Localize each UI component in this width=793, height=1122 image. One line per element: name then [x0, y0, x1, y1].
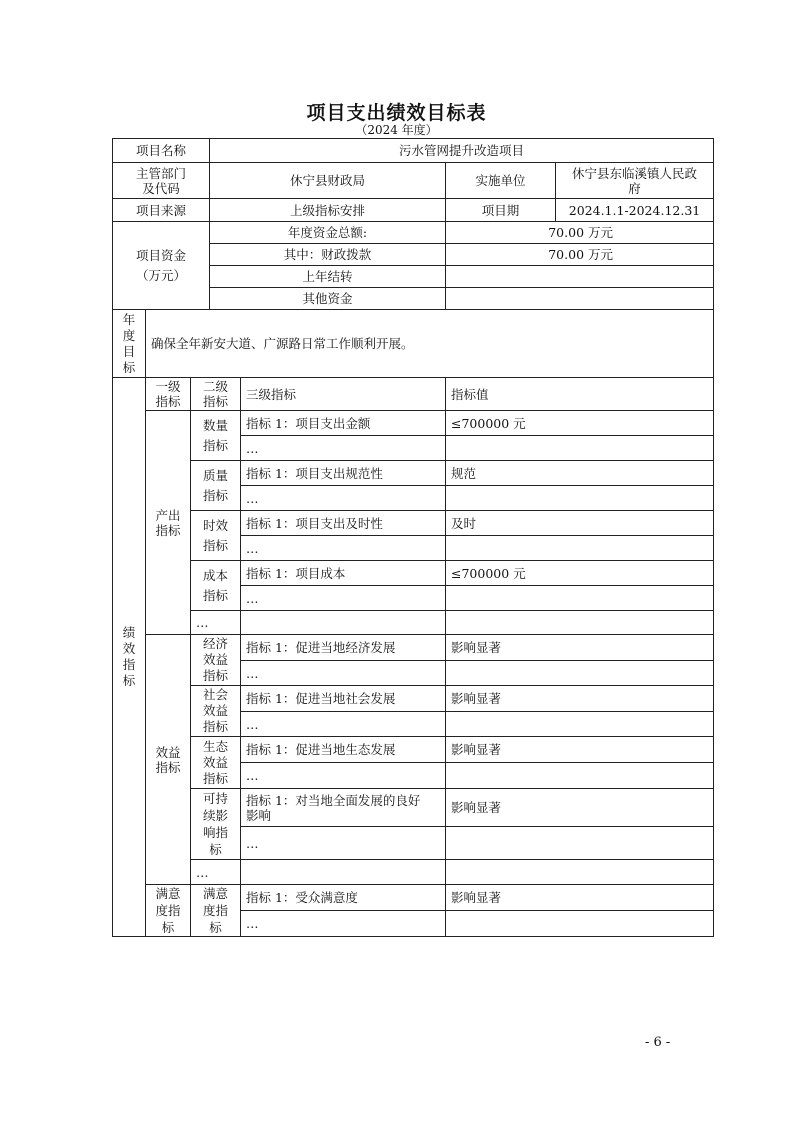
row-annual-goal [113, 310, 714, 378]
sustainability-indicator: 指标 1：对当地全面发展的良好 影响 [241, 789, 446, 827]
cost-indicator-label: 成本 指标 [191, 561, 241, 611]
perf-label: 绩 效 指 标 [113, 378, 146, 937]
row-funds-total [113, 222, 714, 244]
ellipsis-cell: … [241, 763, 446, 789]
table-row [113, 511, 714, 536]
satisfaction-indicator-label: 满意 度指 标 [146, 885, 191, 937]
row-perf-header [113, 378, 714, 411]
quality-indicator: 指标 1：项目支出规范性 [241, 461, 446, 486]
ellipsis-cell: … [241, 827, 446, 860]
output-indicator-label: 产出 指标 [146, 411, 191, 635]
empty-value-cell [446, 486, 714, 511]
quality-value: 规范 [446, 461, 714, 486]
empty-value-cell [446, 536, 714, 561]
level2-header: 二级 指标 [191, 378, 241, 411]
social-benefit-label: 社会 效益 指标 [191, 686, 241, 737]
ellipsis-cell: … [241, 536, 446, 561]
implementing-unit-value: 休宁县东临溪镇人民政 府 [556, 163, 714, 199]
department-value: 休宁县财政局 [210, 163, 446, 199]
empty-value-cell [446, 763, 714, 789]
social-value: 影响显著 [446, 686, 714, 712]
value-header: 指标值 [446, 378, 714, 411]
table-row [113, 635, 714, 661]
ecological-benefit-label: 生态 效益 指标 [191, 737, 241, 789]
period-value: 2024.1.1-2024.12.31 [556, 199, 714, 222]
funds-label: 项目资金 （万元） [113, 222, 210, 310]
table-row [113, 686, 714, 712]
ecological-indicator: 指标 1：促进当地生态发展 [241, 737, 446, 763]
economic-indicator: 指标 1：促进当地经济发展 [241, 635, 446, 661]
page-number: - 6 - [645, 1035, 671, 1050]
empty-value-cell [446, 712, 714, 737]
funds-carryover-value [446, 266, 714, 288]
row-source [113, 199, 714, 222]
satisfaction-indicator: 指标 1：受众满意度 [241, 885, 446, 911]
sustainability-value: 影响显著 [446, 789, 714, 827]
benefit-indicator-label: 效益 指标 [146, 635, 191, 885]
project-name-label: 项目名称 [113, 139, 210, 163]
department-label: 主管部门 及代码 [113, 163, 210, 199]
satisfaction-value: 影响显著 [446, 885, 714, 911]
table-row [113, 411, 714, 436]
page-title: 项目支出绩效目标表 [306, 102, 487, 124]
funds-fiscal-value: 70.00 万元 [446, 244, 714, 266]
timeliness-indicator-label: 时效 指标 [191, 511, 241, 561]
ellipsis-cell: … [241, 712, 446, 737]
row-department [113, 163, 714, 199]
sustainability-label: 可持 续影 响指 标 [191, 789, 241, 860]
ellipsis-cell: … [241, 486, 446, 511]
empty-value-cell [446, 611, 714, 635]
quantity-value: ≤700000 元 [446, 411, 714, 436]
timeliness-indicator: 指标 1：项目支出及时性 [241, 511, 446, 536]
empty-value-cell [446, 860, 714, 885]
empty-value-cell [446, 827, 714, 860]
empty-value-cell [446, 911, 714, 937]
funds-total-label: 年度资金总额: [210, 222, 446, 244]
performance-table [112, 138, 714, 937]
ellipsis-cell: … [241, 586, 446, 611]
year-subtitle: （2024 年度） [355, 123, 438, 137]
annual-goal-label: 年 度 目 标 [113, 310, 146, 378]
table-row [113, 611, 714, 635]
empty-indicator-cell [241, 860, 446, 885]
ecological-value: 影响显著 [446, 737, 714, 763]
level1-header: 一级 指标 [146, 378, 191, 411]
level3-header: 三级指标 [241, 378, 446, 411]
satisfaction-sub-label: 满意 度指 标 [191, 885, 241, 937]
annual-goal-text: 确保全年新安大道、广源路日常工作顺利开展。 [146, 310, 714, 378]
economic-benefit-label: 经济 效益 指标 [191, 635, 241, 686]
source-value: 上级指标安排 [210, 199, 446, 222]
row-project-name [113, 139, 714, 163]
funds-total-value: 70.00 万元 [446, 222, 714, 244]
economic-value: 影响显著 [446, 635, 714, 661]
quality-indicator-label: 质量 指标 [191, 461, 241, 511]
timeliness-value: 及时 [446, 511, 714, 536]
implementing-unit-label: 实施单位 [446, 163, 556, 199]
cost-indicator: 指标 1：项目成本 [241, 561, 446, 586]
funds-other-value [446, 288, 714, 310]
ellipsis-cell: … [241, 911, 446, 937]
table-row [113, 561, 714, 586]
empty-value-cell [446, 436, 714, 461]
table-row [113, 461, 714, 486]
quantity-indicator: 指标 1：项目支出金额 [241, 411, 446, 436]
empty-value-cell [446, 586, 714, 611]
ellipsis-cell: … [191, 611, 241, 635]
empty-value-cell [446, 661, 714, 686]
table-row [113, 860, 714, 885]
funds-fiscal-label: 其中：财政拨款 [210, 244, 446, 266]
ellipsis-cell: … [191, 860, 241, 885]
funds-other-label: 其他资金 [210, 288, 446, 310]
source-label: 项目来源 [113, 199, 210, 222]
period-label: 项目期 [446, 199, 556, 222]
funds-carryover-label: 上年结转 [210, 266, 446, 288]
quantity-indicator-label: 数量 指标 [191, 411, 241, 461]
empty-indicator-cell [241, 611, 446, 635]
table-row [113, 885, 714, 911]
project-name-value: 污水管网提升改造项目 [210, 139, 714, 163]
cost-value: ≤700000 元 [446, 561, 714, 586]
ellipsis-cell: … [241, 661, 446, 686]
social-indicator: 指标 1：促进当地社会发展 [241, 686, 446, 712]
table-row [113, 737, 714, 763]
table-row [113, 789, 714, 827]
ellipsis-cell: … [241, 436, 446, 461]
